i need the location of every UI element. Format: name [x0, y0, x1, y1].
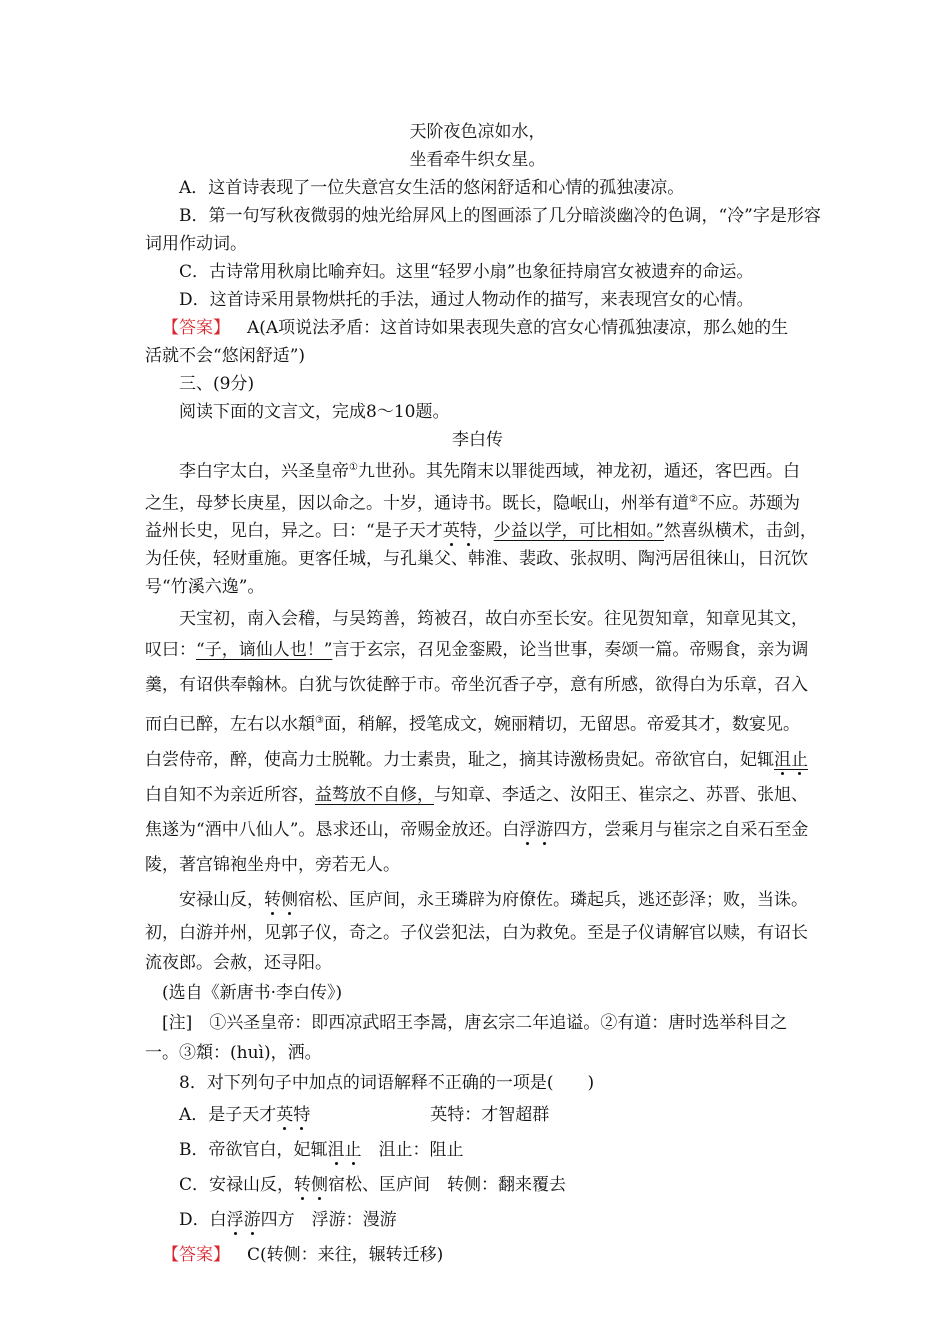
dotted-char: 游	[243, 1209, 261, 1230]
text: A．是子天才	[179, 1104, 277, 1125]
text: 不应。苏颋为	[697, 493, 800, 514]
dotted-char: 浮	[226, 1209, 244, 1230]
notes-line2: 一。③頮：(huì)，洒。	[145, 1042, 322, 1063]
dotted-char: 侧	[311, 1174, 329, 1195]
para2-line1: 天宝初，南入会稽，与吴筠善，筠被召，故白亦至长安。往见贺知章，知章见其文，	[179, 609, 808, 630]
dotted-char: 转	[294, 1174, 312, 1195]
q7-option-c: C．古诗常用秋扇比喻弃妇。这里“轻罗小扇”也象征持扇宫女被遗弃的命运。	[179, 262, 754, 282]
text: 焦遂为“酒中八仙人”。恳求还山，帝赐金放还。白	[145, 819, 520, 840]
answer-label: 【答案】	[162, 318, 230, 338]
q8-option-c	[145, 1168, 810, 1203]
text: 白自知不为亲近所容，	[145, 784, 315, 805]
text: 叹曰：	[145, 640, 196, 661]
underlined-sentence: 少益以学，可比相如。”	[493, 521, 664, 542]
section-heading: 三、(9分)	[179, 374, 255, 394]
dotted-char: 特	[459, 521, 477, 542]
text: 九世孙。其先隋末以罪徙西域，神龙初，遁还，客巴西。白	[357, 461, 800, 482]
source-citation: (选自《新唐书·李白传》)	[162, 982, 343, 1003]
text: 而白已醉，左右以水頮	[145, 714, 315, 735]
para2-line7	[145, 813, 810, 848]
text: 之生，母梦长庚星，因以命之。十岁，通诗书。既长，隐岷山，州举有道	[145, 493, 689, 514]
para2-line2	[145, 633, 810, 668]
text: C．安禄山反，	[179, 1174, 295, 1195]
para2-line5	[145, 743, 810, 778]
answer-8-text: C(转侧：来往，辗转迁移)	[247, 1244, 444, 1265]
text: 白尝侍帝，醉，使高力士脱靴。力士素贵，耻之，摘其诗激杨贵妃。帝欲官白，妃辄	[145, 749, 774, 770]
q7-option-b-cont: 词用作动词。	[145, 234, 247, 254]
para3-line2: 初，白游并州，见郭子仪，奇之。子仪尝犯法，白为救免。至是子仪请解官以赎，有诏长	[145, 922, 808, 943]
text: 四方	[260, 1209, 295, 1230]
document-page	[145, 118, 821, 1273]
text: 安禄山反，	[179, 889, 264, 910]
q8-option-d	[145, 1203, 810, 1238]
gloss: 英特：才智超群	[430, 1104, 550, 1125]
text: 言于玄宗，召见金銮殿，论当世事，奏颂一篇。帝赐食，亲为调	[332, 640, 809, 661]
text: B．帝欲官白，妃辄	[179, 1139, 328, 1160]
note-marker-1: ①	[349, 462, 358, 473]
text: 益州长史，见白，异之。曰：“是子天才	[145, 521, 443, 542]
text: 然喜纵横术，击剑，	[663, 521, 817, 542]
dotted-char: 特	[293, 1104, 311, 1125]
dotted-char: 止	[344, 1139, 362, 1160]
underlined-sentence: “子，谪仙人也！”	[196, 640, 333, 661]
para2-line4	[145, 703, 810, 743]
q7-option-d: D．这首诗采用景物烘托的手法，通过人物动作的描写，来表现宫女的心情。	[179, 290, 754, 310]
gloss: 浮游：漫游	[311, 1209, 397, 1230]
answer-7	[145, 314, 810, 342]
answer-8	[145, 1238, 810, 1273]
gloss: 沮止：阻止	[378, 1139, 464, 1160]
para1-line2	[145, 486, 810, 518]
para3-line1	[145, 883, 810, 918]
para1-line3	[145, 517, 817, 545]
para2-line8: 陵，著宫锦袍坐舟中，旁若无人。	[145, 854, 400, 875]
section-instruction: 阅读下面的文言文，完成8～10题。	[179, 402, 450, 422]
dotted-char: 止	[791, 749, 808, 770]
dotted-char: 英	[442, 521, 460, 542]
answer-label: 【答案】	[162, 1244, 230, 1265]
text: ，	[476, 521, 494, 542]
text: 四方，尝乘月与崔宗之自采石至金	[553, 819, 809, 840]
q8-option-b	[145, 1133, 810, 1168]
dotted-char: 沮	[774, 749, 791, 770]
dotted-char: 英	[276, 1104, 294, 1125]
para2-line6	[145, 778, 810, 813]
q8-option-a	[145, 1098, 810, 1133]
dotted-char: 沮	[327, 1139, 345, 1160]
q7-option-b: B．第一句写秋夜微弱的烛光给屏风上的图画添了几分暗淡幽冷的色调，“冷”字是形容	[179, 206, 821, 226]
text: 面，稍解，授笔成文，婉丽精切，无留思。帝爱其才，数宴见。	[323, 714, 800, 735]
poem-line-1: 天阶夜色凉如水，	[409, 122, 546, 142]
note-marker-2: ②	[689, 493, 698, 505]
para1-line4: 为任侠，轻财重施。更客任城，与孔巢父、韩淮、裴政、张叔明、陶沔居徂徕山，日沉饮	[145, 549, 808, 570]
text: 与知章、李适之、汝阳王、崔宗之、苏晋、张旭、	[434, 784, 808, 805]
text: 李白字太白，兴圣皇帝	[179, 461, 349, 482]
dotted-char: 转	[264, 889, 281, 910]
dotted-char: 浮	[519, 819, 537, 840]
answer-7-cont: 活就不会“悠闲舒适”)	[145, 346, 306, 366]
para1-line1	[145, 454, 810, 486]
dotted-char: 游	[536, 819, 554, 840]
text: 宿松、匡庐间	[328, 1174, 431, 1195]
dotted-char: 侧	[281, 889, 298, 910]
notes-line1: [注] ①兴圣皇帝：即西凉武昭王李暠，唐玄宗二年追谥。②有道：唐时选举科目之	[162, 1012, 788, 1033]
answer-7-text: A(A项说法矛盾：这首诗如果表现失意的宫女心情孤独凄凉，那么她的生	[247, 318, 789, 338]
text: 宿松、匡庐间，永王璘辟为府僚佐。璘起兵，逃还彭泽；败，当诛。	[298, 889, 808, 910]
poem-line-2: 坐看牵牛织女星。	[409, 150, 546, 170]
para1-line5: 号“竹溪六逸”。	[145, 577, 265, 598]
underlined-sentence: 益骜放不自修，	[315, 784, 434, 805]
note-marker-3: ③	[315, 715, 324, 727]
gloss: 转侧：翻来覆去	[447, 1174, 567, 1195]
passage-title: 李白传	[452, 430, 503, 450]
para2-line3: 羹，有诏供奉翰林。白犹与饮徒醉于市。帝坐沉香子亭，意有所感，欲得白为乐章，召入	[145, 675, 808, 696]
q7-option-a: A．这首诗表现了一位失意宫女生活的悠闲舒适和心情的孤独凄凉。	[179, 178, 685, 198]
text: D．白	[179, 1209, 227, 1230]
para3-line3: 流夜郎。会赦，还寻阳。	[145, 952, 332, 973]
q8-stem: 8．对下列句子中加点的词语解释不正确的一项是( )	[179, 1072, 595, 1093]
